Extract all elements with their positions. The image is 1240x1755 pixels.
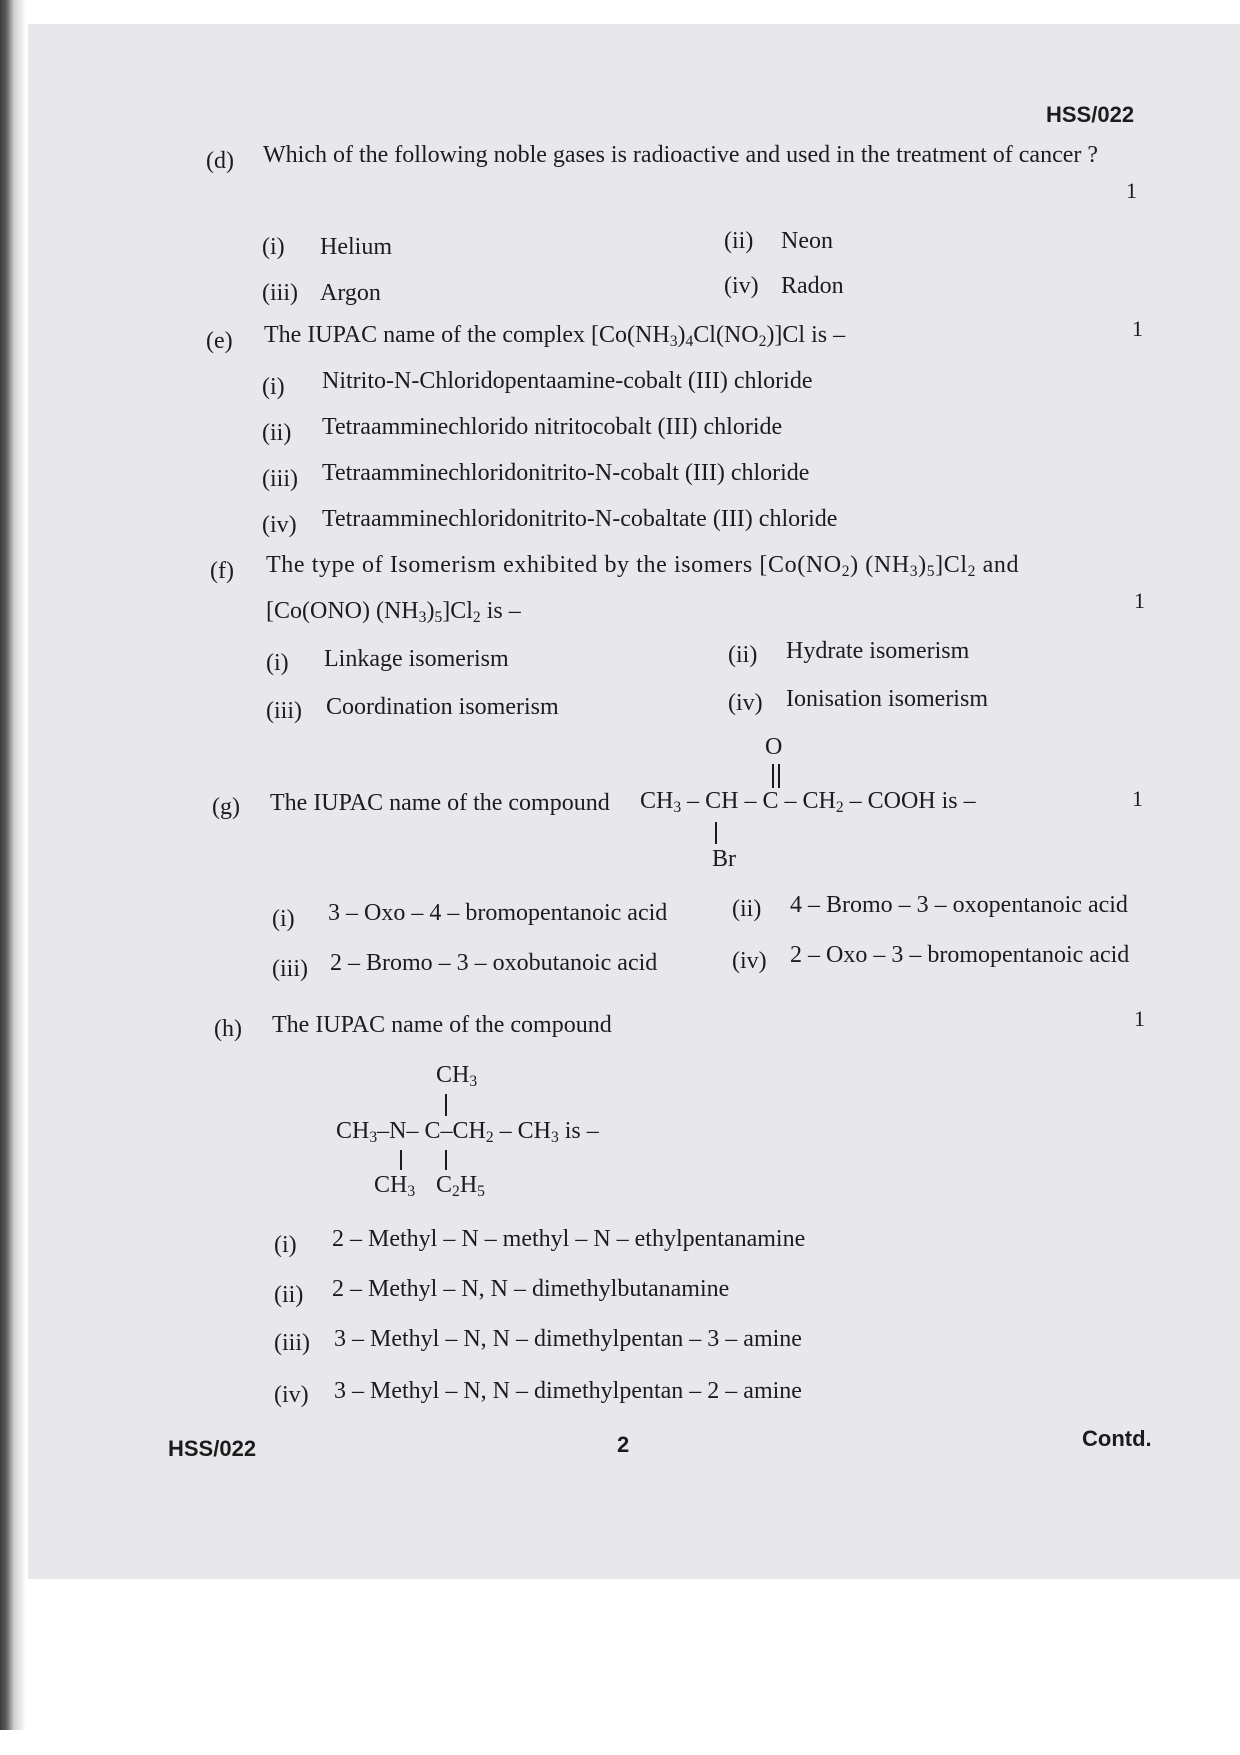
option-text: Neon xyxy=(781,228,833,254)
question-h-text: The IUPAC name of the compound xyxy=(272,1012,612,1038)
option-number: (ii) xyxy=(274,1282,304,1308)
option-number: (i) xyxy=(272,906,295,932)
option-text: 2 – Methyl – N, N – dimethylbutanamine xyxy=(332,1276,730,1302)
option-number: (iii) xyxy=(262,280,298,306)
option-number: (ii) xyxy=(728,642,758,668)
option-number: (i) xyxy=(274,1232,297,1258)
option-text: Tetraamminechloridonitrito-N-cobalt (III) chloride xyxy=(322,460,810,486)
option-number: (iv) xyxy=(274,1382,309,1408)
option-text: Helium xyxy=(320,234,392,260)
question-e-marks: 1 xyxy=(1132,316,1143,341)
option-text: 2 – Methyl – N – methyl – N – ethylpentanamine xyxy=(332,1226,806,1252)
question-g-text: The IUPAC name of the compound xyxy=(270,790,610,816)
single-bond-line xyxy=(400,1150,402,1170)
question-d-marks: 1 xyxy=(1126,178,1137,203)
option-text: Tetraamminechloridonitrito-N-cobaltate (III) chloride xyxy=(322,506,838,532)
question-f-text-line2: [Co(ONO) $(NH_3)_5]Cl_2$ is – xyxy=(266,598,521,626)
option-text: Radon xyxy=(781,273,844,299)
carbonyl-oxygen: O xyxy=(765,734,783,760)
option-number: (iii) xyxy=(274,1330,310,1356)
question-h-marks: 1 xyxy=(1134,1006,1145,1031)
option-text: Nitrito-N-Chloridopentaamine-cobalt (III) chloride xyxy=(322,368,813,394)
single-bond-line xyxy=(445,1150,447,1170)
option-text: 4 – Bromo – 3 – oxopentanoic acid xyxy=(790,892,1128,918)
structure-n-methyl: $CH_3$ xyxy=(374,1172,416,1200)
question-e-label: (e) xyxy=(206,328,233,354)
double-bond-line xyxy=(778,764,780,788)
option-text: Hydrate isomerism xyxy=(786,638,970,664)
question-e-text: The IUPAC name of the complex $[Co(NH_3)_4Cl(NO_2)]Cl$ is – xyxy=(264,322,846,350)
option-text: 3 – Oxo – 4 – bromopentanoic acid xyxy=(328,900,668,926)
option-number: (i) xyxy=(266,650,289,676)
page-number: 2 xyxy=(617,1432,630,1457)
bromine-substituent: Br xyxy=(712,846,736,872)
scan-edge-shadow xyxy=(0,0,26,1730)
option-number: (iv) xyxy=(724,273,759,299)
question-d-text: Which of the following noble gases is radioactive and used in the treatment of cancer ? xyxy=(263,142,1099,168)
single-bond-line xyxy=(715,822,717,844)
header-paper-code: HSS/022 xyxy=(1046,102,1135,127)
question-g-formula: $CH_3$ – CH – C – $CH_2$ – COOH is – xyxy=(640,788,976,816)
structure-top-methyl: $CH_3$ xyxy=(436,1062,478,1090)
continued-label: Contd. xyxy=(1082,1426,1152,1451)
option-text: Linkage isomerism xyxy=(324,646,509,672)
option-text: Coordination isomerism xyxy=(326,694,559,720)
question-d-label: (d) xyxy=(206,148,234,174)
option-text: Ionisation isomerism xyxy=(786,686,988,712)
option-text: Tetraamminechlorido nitritocobalt (III) chloride xyxy=(322,414,783,440)
question-g-marks: 1 xyxy=(1132,786,1143,811)
structure-main-chain: $CH_3-N-$ $C-CH_2 - CH_3$ is – xyxy=(336,1118,599,1146)
question-f-label: (f) xyxy=(210,558,234,584)
question-g-label: (g) xyxy=(212,794,240,820)
structure-ethyl: $C_2H_5$ xyxy=(436,1172,485,1200)
footer-paper-code: HSS/022 xyxy=(168,1436,257,1461)
option-number: (iv) xyxy=(728,690,763,716)
option-number: (iv) xyxy=(262,512,297,538)
double-bond-line xyxy=(772,764,774,788)
option-number: (ii) xyxy=(732,896,762,922)
option-text: 2 – Oxo – 3 – bromopentanoic acid xyxy=(790,942,1130,968)
option-number: (i) xyxy=(262,234,285,260)
option-number: (ii) xyxy=(724,228,754,254)
option-number: (iii) xyxy=(262,466,298,492)
question-f-marks: 1 xyxy=(1134,588,1145,613)
option-number: (i) xyxy=(262,374,285,400)
option-number: (ii) xyxy=(262,420,292,446)
single-bond-line xyxy=(445,1094,447,1116)
option-number: (iii) xyxy=(266,698,302,724)
option-text: Argon xyxy=(320,280,381,306)
option-text: 2 – Bromo – 3 – oxobutanoic acid xyxy=(330,950,658,976)
question-h-label: (h) xyxy=(214,1016,242,1042)
option-number: (iv) xyxy=(732,948,767,974)
option-number: (iii) xyxy=(272,956,308,982)
option-text: 3 – Methyl – N, N – dimethylpentan – 2 – amine xyxy=(334,1378,802,1404)
question-f-text-line1: The type of Isomerism exhibited by the isomers [$Co(NO_2)$ $(NH_3)_5]Cl_2$ and xyxy=(266,552,1020,580)
option-text: 3 – Methyl – N, N – dimethylpentan – 3 – amine xyxy=(334,1326,802,1352)
